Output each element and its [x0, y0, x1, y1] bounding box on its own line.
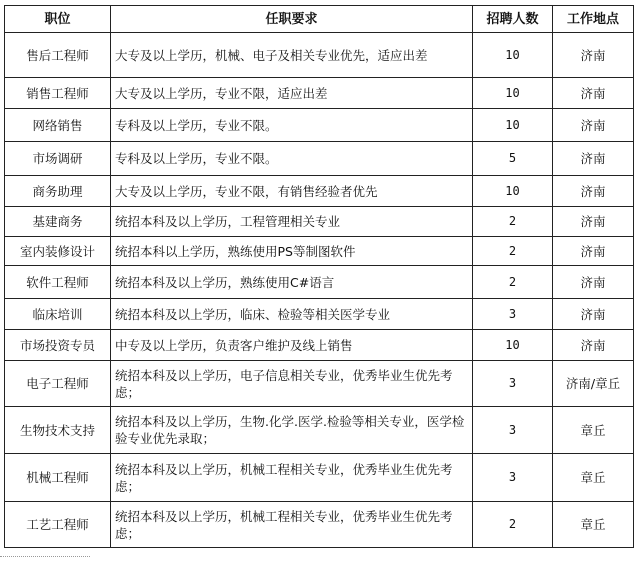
cell-position: 机械工程师	[5, 454, 111, 502]
cell-requirements: 统招本科及以上学历，电子信息相关专业，优秀毕业生优先考虑；	[111, 361, 473, 407]
cell-requirements: 大专及以上学历，专业不限，有销售经验者优先	[111, 176, 473, 207]
cell-count: 2	[473, 237, 553, 266]
cell-location: 济南	[553, 109, 634, 142]
cell-requirements: 统招本科及以上学历，临床、检验等相关医学专业	[111, 299, 473, 330]
table-row	[5, 407, 634, 454]
header-requirements: 任职要求	[111, 6, 473, 33]
cell-requirements: 统招本科及以上学历，机械工程相关专业，优秀毕业生优先考虑；	[111, 502, 473, 548]
cell-requirements: 统招本科及以上学历，机械工程相关专业，优秀毕业生优先考虑；	[111, 454, 473, 502]
cell-position: 电子工程师	[5, 361, 111, 407]
recruitment-table	[4, 5, 634, 548]
cell-location: 济南	[553, 207, 634, 237]
cell-requirements: 统招本科及以上学历，熟练使用C#语言	[111, 266, 473, 299]
cell-count: 2	[473, 266, 553, 299]
cell-count: 10	[473, 33, 553, 78]
table-header-row	[5, 6, 634, 33]
table-row	[5, 109, 634, 142]
cell-location: 济南	[553, 176, 634, 207]
table-row	[5, 454, 634, 502]
table-row	[5, 502, 634, 548]
cell-position: 生物技术支持	[5, 407, 111, 454]
cell-position: 基建商务	[5, 207, 111, 237]
cell-requirements: 统招本科及以上学历，生物.化学.医学.检验等相关专业，医学检验专业优先录取；	[111, 407, 473, 454]
cell-position: 市场调研	[5, 142, 111, 176]
cell-count: 5	[473, 142, 553, 176]
cell-location: 济南/章丘	[553, 361, 634, 407]
cell-location: 济南	[553, 299, 634, 330]
cell-location: 章丘	[553, 502, 634, 548]
cell-requirements: 大专及以上学历，专业不限，适应出差	[111, 78, 473, 109]
cell-requirements: 统招本科以上学历，熟练使用PS等制图软件	[111, 237, 473, 266]
cell-position: 商务助理	[5, 176, 111, 207]
cell-count: 3	[473, 299, 553, 330]
cell-location: 济南	[553, 33, 634, 78]
table-row	[5, 207, 634, 237]
cell-count: 3	[473, 407, 553, 454]
cell-requirements: 专科及以上学历，专业不限。	[111, 142, 473, 176]
table-row	[5, 176, 634, 207]
cell-position: 销售工程师	[5, 78, 111, 109]
cell-position: 室内装修设计	[5, 237, 111, 266]
cell-position: 售后工程师	[5, 33, 111, 78]
cell-position: 市场投资专员	[5, 330, 111, 361]
cell-requirements: 专科及以上学历，专业不限。	[111, 109, 473, 142]
cell-position: 临床培训	[5, 299, 111, 330]
header-count: 招聘人数	[473, 6, 553, 33]
cell-count: 3	[473, 454, 553, 502]
cell-location: 济南	[553, 237, 634, 266]
cell-requirements: 统招本科及以上学历，工程管理相关专业	[111, 207, 473, 237]
cell-requirements: 中专及以上学历，负责客户维护及线上销售	[111, 330, 473, 361]
table-row	[5, 33, 634, 78]
table-row	[5, 142, 634, 176]
table-row	[5, 299, 634, 330]
table-row	[5, 361, 634, 407]
cell-requirements: 大专及以上学历，机械、电子及相关专业优先，适应出差	[111, 33, 473, 78]
cell-location: 济南	[553, 266, 634, 299]
cell-location: 济南	[553, 78, 634, 109]
cell-location: 章丘	[553, 407, 634, 454]
cell-count: 3	[473, 361, 553, 407]
table-row	[5, 266, 634, 299]
cell-count: 2	[473, 502, 553, 548]
cell-count: 10	[473, 78, 553, 109]
header-location: 工作地点	[553, 6, 634, 33]
recruitment-table-container	[4, 5, 634, 548]
cell-location: 章丘	[553, 454, 634, 502]
cell-count: 10	[473, 330, 553, 361]
table-row	[5, 78, 634, 109]
header-position: 职位	[5, 6, 111, 33]
cell-location: 济南	[553, 330, 634, 361]
table-row	[5, 330, 634, 361]
table-row	[5, 237, 634, 266]
cell-position: 工艺工程师	[5, 502, 111, 548]
cell-count: 10	[473, 109, 553, 142]
cell-location: 济南	[553, 142, 634, 176]
cell-position: 软件工程师	[5, 266, 111, 299]
cell-position: 网络销售	[5, 109, 111, 142]
cell-count: 10	[473, 176, 553, 207]
cell-count: 2	[473, 207, 553, 237]
